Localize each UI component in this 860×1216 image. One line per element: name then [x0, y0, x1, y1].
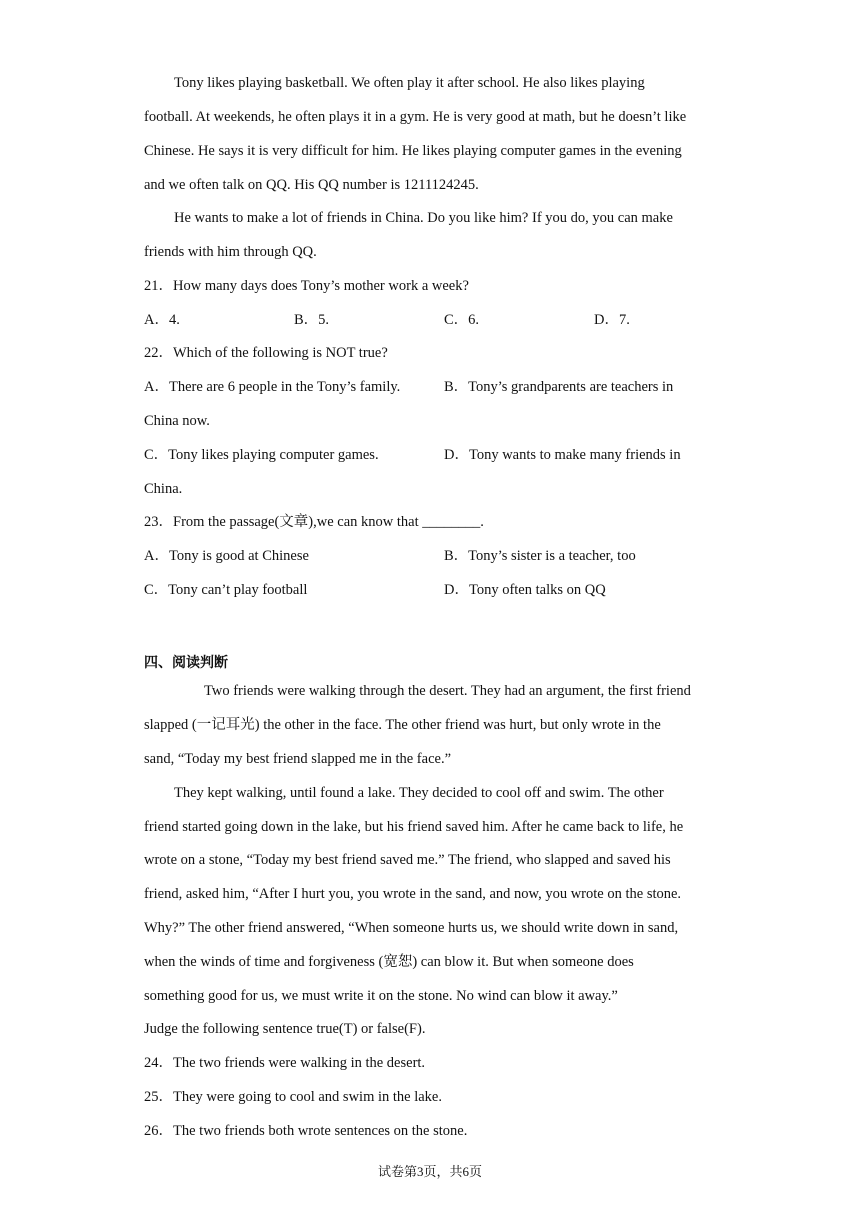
- question-25: 25．They were going to cool and swim in the lake.: [144, 1089, 442, 1105]
- q23-option-a: A．Tony is good at Chinese: [144, 548, 309, 564]
- question-23-stem: 23．From the passage(文章),we can know that ________.: [144, 514, 484, 530]
- q21-option-d: D．7.: [594, 312, 630, 328]
- passage-line: wrote on a stone, “Today my best friend saved me.” The friend, who slapped and saved his: [144, 852, 671, 868]
- passage-line: and we often talk on QQ. His QQ number is 1211124245.: [144, 177, 479, 193]
- passage-line: friend, asked him, “After I hurt you, you wrote in the sand, and now, you wrote on the stone.: [144, 886, 682, 902]
- q21-option-a: A．4.: [144, 312, 180, 328]
- q22-option-c: C．Tony likes playing computer games.: [144, 447, 379, 463]
- section-heading: 四、阅读判断: [144, 655, 228, 671]
- passage-line: They kept walking, until found a lake. They decided to cool off and swim. The other: [174, 785, 664, 801]
- passage-line: Tony likes playing basketball. We often play it after school. He also likes playing: [174, 75, 645, 91]
- passage-line: slapped (一记耳光) the other in the face. The other friend was hurt, but only wrote in the: [144, 717, 661, 733]
- judge-instruction: Judge the following sentence true(T) or false(F).: [144, 1021, 426, 1037]
- q22-option-b: B．Tony’s grandparents are teachers in: [444, 379, 674, 395]
- page-footer: 试卷第3页，共6页: [377, 1164, 482, 1179]
- passage-line: friends with him through QQ.: [144, 244, 317, 260]
- passage-line: when the winds of time and forgiveness (宽恕) can blow it. But when someone does: [144, 954, 634, 970]
- passage-line: something good for us, we must write it on the stone. No wind can blow it away.”: [144, 988, 618, 1004]
- passage-line: Two friends were walking through the desert. They had an argument, the first friend: [204, 683, 691, 699]
- q22-option-d: D．Tony wants to make many friends in: [444, 447, 681, 463]
- q22-option-d-continued: China.: [144, 481, 183, 497]
- q21-option-c: C．6.: [444, 312, 480, 328]
- passage-line: friend started going down in the lake, but his friend saved him. After he came back to life, he: [144, 819, 684, 835]
- question-24: 24．The two friends were walking in the desert.: [144, 1055, 426, 1071]
- passage-line: football. At weekends, he often plays it in a gym. He is very good at math, but he doesn’t like: [144, 109, 687, 125]
- question-26: 26．The two friends both wrote sentences on the stone.: [144, 1123, 468, 1139]
- passage-line: Chinese. He says it is very difficult for him. He likes playing computer games in the evening: [144, 143, 682, 159]
- q22-option-b-continued: China now.: [144, 413, 210, 429]
- question-21-stem: 21．How many days does Tony’s mother work a week?: [144, 278, 469, 294]
- q23-option-b: B．Tony’s sister is a teacher, too: [444, 548, 636, 564]
- q21-option-b: B．5.: [294, 312, 330, 328]
- q22-option-a: A．There are 6 people in the Tony’s family.: [144, 379, 401, 395]
- q23-option-c: C．Tony can’t play football: [144, 582, 308, 598]
- passage-line: He wants to make a lot of friends in China. Do you like him? If you do, you can make: [174, 210, 673, 226]
- q23-option-d: D．Tony often talks on QQ: [444, 582, 606, 598]
- passage-line: Why?” The other friend answered, “When someone hurts us, we should write down in sand,: [144, 920, 679, 936]
- question-22-stem: 22．Which of the following is NOT true?: [144, 345, 388, 361]
- passage-line: sand, “Today my best friend slapped me in the face.”: [144, 751, 451, 767]
